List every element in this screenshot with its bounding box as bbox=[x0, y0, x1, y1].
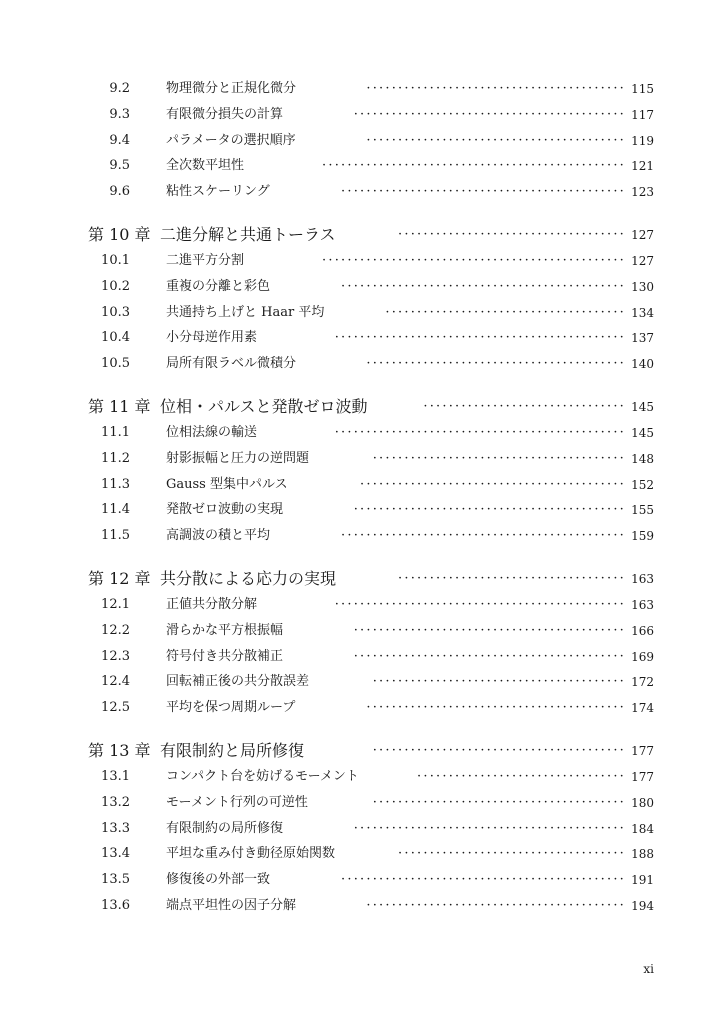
dot-leader: ········································· bbox=[366, 133, 626, 148]
section-number: 13.5 bbox=[101, 872, 130, 887]
dot-leader: ··········································· bbox=[353, 107, 626, 122]
section-title: 小分母逆作用素 bbox=[166, 330, 258, 345]
toc-section-row[interactable] bbox=[88, 130, 654, 152]
toc-section-row[interactable] bbox=[88, 869, 654, 891]
page-ref: 172 bbox=[631, 675, 654, 689]
toc-section-row[interactable] bbox=[88, 843, 654, 865]
section-number: 11.2 bbox=[101, 451, 130, 466]
toc-section-row[interactable] bbox=[88, 697, 654, 719]
toc-chapter-row[interactable] bbox=[88, 224, 654, 246]
section-number: 12.4 bbox=[101, 674, 130, 689]
toc-section-row[interactable] bbox=[88, 250, 654, 272]
section-title: パラメータの選択順序 bbox=[166, 133, 296, 148]
page-ref: 145 bbox=[631, 400, 654, 414]
dot-leader: ········································ bbox=[372, 674, 626, 689]
page-ref: 163 bbox=[631, 598, 654, 612]
section-title: モーメント行列の可逆性 bbox=[166, 795, 308, 810]
section-title: 正値共分散分解 bbox=[166, 597, 258, 612]
section-number: 10.1 bbox=[101, 253, 130, 268]
page-ref: 127 bbox=[631, 254, 654, 268]
section-title: 全次数平坦性 bbox=[166, 158, 245, 173]
toc-section-row[interactable] bbox=[88, 895, 654, 917]
toc-section-row[interactable] bbox=[88, 276, 654, 298]
section-title: コンパクト台を妨げるモーメント bbox=[166, 769, 359, 784]
section-number: 12.5 bbox=[101, 700, 130, 715]
chapter-number: 第 10 章 bbox=[88, 225, 151, 244]
section-title: 発散ゼロ波動の実現 bbox=[166, 502, 284, 517]
toc-section-row[interactable] bbox=[88, 525, 654, 547]
dot-leader: ································ bbox=[423, 399, 626, 414]
chapter-number: 第 11 章 bbox=[88, 397, 151, 416]
dot-leader: ········································ bbox=[372, 743, 626, 758]
dot-leader: ··········································· bbox=[353, 623, 626, 638]
toc-section-row[interactable] bbox=[88, 646, 654, 668]
page-ref: 130 bbox=[631, 280, 654, 294]
page-ref: 134 bbox=[631, 306, 654, 320]
page-ref: 191 bbox=[631, 873, 654, 887]
section-number: 12.1 bbox=[101, 597, 130, 612]
page-ref: 174 bbox=[631, 701, 654, 715]
dot-leader: ·············································· bbox=[334, 597, 626, 612]
page-ref: 115 bbox=[631, 82, 654, 96]
dot-leader: ············································· bbox=[341, 279, 626, 294]
dot-leader: ········································ bbox=[372, 795, 626, 810]
toc-section-row[interactable] bbox=[88, 671, 654, 693]
page-number: xi bbox=[643, 962, 654, 976]
dot-leader: ································· bbox=[417, 769, 626, 784]
dot-leader: ········································· bbox=[366, 898, 626, 913]
section-title: 有限制約の局所修復 bbox=[166, 821, 284, 836]
page-ref: 152 bbox=[631, 478, 654, 492]
toc-section-row[interactable] bbox=[88, 792, 654, 814]
section-number: 10.5 bbox=[101, 356, 130, 371]
section-number: 11.4 bbox=[101, 502, 130, 517]
page-ref: 145 bbox=[631, 426, 654, 440]
section-number: 11.5 bbox=[101, 528, 130, 543]
dot-leader: ···································· bbox=[398, 846, 626, 861]
section-number: 12.2 bbox=[101, 623, 130, 638]
toc-section-row[interactable] bbox=[88, 594, 654, 616]
page-ref: 148 bbox=[631, 452, 654, 466]
page-ref: 188 bbox=[631, 847, 654, 861]
page-ref: 123 bbox=[631, 185, 654, 199]
dot-leader: ·············································· bbox=[334, 425, 626, 440]
toc-section-row[interactable] bbox=[88, 104, 654, 126]
section-title: 位相法線の輸送 bbox=[166, 425, 258, 440]
dot-leader: ·········································· bbox=[360, 477, 626, 492]
section-number: 9.5 bbox=[109, 158, 130, 173]
section-number: 9.3 bbox=[109, 107, 130, 122]
section-number: 12.3 bbox=[101, 649, 130, 664]
toc-chapter-row[interactable] bbox=[88, 740, 654, 762]
dot-leader: ········································· bbox=[366, 81, 626, 96]
page-ref: 121 bbox=[631, 159, 654, 173]
page-ref: 117 bbox=[631, 108, 654, 122]
section-title: 平均を保つ周期ループ bbox=[166, 700, 296, 715]
page-ref: 166 bbox=[631, 624, 654, 638]
dot-leader: ········································· bbox=[366, 700, 626, 715]
section-number: 10.2 bbox=[101, 279, 130, 294]
toc-section-row[interactable] bbox=[88, 422, 654, 444]
section-number: 9.2 bbox=[109, 81, 130, 96]
chapter-title: 二進分解と共通トーラス bbox=[160, 225, 336, 244]
section-number: 11.1 bbox=[101, 425, 130, 440]
chapter-title: 位相・パルスと発散ゼロ波動 bbox=[160, 397, 368, 416]
section-title: 端点平坦性の因子分解 bbox=[166, 898, 297, 913]
toc-section-row[interactable] bbox=[88, 155, 654, 177]
dot-leader: ············································· bbox=[341, 184, 626, 199]
section-title: 符号付き共分散補正 bbox=[166, 649, 284, 664]
section-title: 射影振幅と圧力の逆問題 bbox=[166, 451, 310, 466]
toc-chapter-row[interactable] bbox=[88, 396, 654, 418]
page-ref: 137 bbox=[631, 331, 654, 345]
toc-section-row[interactable] bbox=[88, 327, 654, 349]
section-title: 二進平方分割 bbox=[166, 253, 245, 268]
section-title: 共通持ち上げと Haar 平均 bbox=[166, 305, 325, 320]
toc-section-row[interactable] bbox=[88, 302, 654, 324]
page-ref: 169 bbox=[631, 650, 654, 664]
dot-leader: ··········································· bbox=[353, 649, 626, 664]
page-ref: 177 bbox=[631, 770, 654, 784]
page-ref: 159 bbox=[631, 529, 654, 543]
toc-section-row[interactable] bbox=[88, 181, 654, 203]
section-title: 局所有限ラベル微積分 bbox=[166, 356, 297, 371]
page-ref: 119 bbox=[631, 134, 654, 148]
section-title: 滑らかな平方根振幅 bbox=[166, 623, 284, 638]
dot-leader: ················································ bbox=[322, 158, 626, 173]
section-number: 13.2 bbox=[101, 795, 130, 810]
section-number: 13.1 bbox=[101, 769, 130, 784]
page-ref: 177 bbox=[631, 744, 654, 758]
section-title: 有限微分損失の計算 bbox=[166, 107, 284, 122]
section-number: 9.4 bbox=[109, 133, 130, 148]
page-ref: 184 bbox=[631, 822, 654, 836]
dot-leader: ········································ bbox=[372, 451, 626, 466]
toc-section-row[interactable] bbox=[88, 353, 654, 375]
toc-section-row[interactable] bbox=[88, 474, 654, 496]
section-title: 物理微分と正規化微分 bbox=[166, 81, 297, 96]
chapter-title: 有限制約と局所修復 bbox=[160, 741, 305, 760]
chapter-number: 第 12 章 bbox=[88, 569, 151, 588]
toc-chapter-row[interactable] bbox=[88, 568, 654, 590]
dot-leader: ············································· bbox=[341, 872, 626, 887]
section-title: Gauss 型集中パルス bbox=[166, 477, 288, 492]
dot-leader: ···································· bbox=[398, 571, 626, 586]
section-number: 9.6 bbox=[109, 184, 130, 199]
toc-section-row[interactable] bbox=[88, 499, 654, 521]
dot-leader: ·············································· bbox=[334, 330, 626, 345]
dot-leader: ········································· bbox=[366, 356, 626, 371]
section-title: 平坦な重み付き動径原始関数 bbox=[166, 846, 336, 861]
toc-section-row[interactable] bbox=[88, 448, 654, 470]
section-title: 高調波の積と平均 bbox=[166, 528, 271, 543]
dot-leader: ······································ bbox=[385, 305, 626, 320]
chapter-number: 第 13 章 bbox=[88, 741, 151, 760]
page-ref: 180 bbox=[631, 796, 654, 810]
page-ref: 155 bbox=[631, 503, 654, 517]
toc-section-row[interactable] bbox=[88, 78, 654, 100]
section-number: 11.3 bbox=[101, 477, 130, 492]
toc-section-row[interactable] bbox=[88, 818, 654, 840]
dot-leader: ············································· bbox=[341, 528, 626, 543]
page-ref: 140 bbox=[631, 357, 654, 371]
section-number: 13.4 bbox=[101, 846, 130, 861]
section-number: 10.4 bbox=[101, 330, 130, 345]
section-title: 重複の分離と彩色 bbox=[166, 279, 271, 294]
section-title: 修復後の外部一致 bbox=[166, 872, 271, 887]
dot-leader: ··········································· bbox=[353, 502, 626, 517]
section-number: 13.6 bbox=[101, 898, 130, 913]
page-ref: 194 bbox=[631, 899, 654, 913]
page-ref: 163 bbox=[631, 572, 654, 586]
dot-leader: ···································· bbox=[398, 227, 626, 242]
toc-section-row[interactable] bbox=[88, 620, 654, 642]
section-number: 13.3 bbox=[101, 821, 130, 836]
section-title: 回転補正後の共分散誤差 bbox=[166, 674, 310, 689]
dot-leader: ················································ bbox=[322, 253, 626, 268]
page-ref: 127 bbox=[631, 228, 654, 242]
chapter-title: 共分散による応力の実現 bbox=[160, 569, 337, 588]
dot-leader: ··········································· bbox=[353, 821, 626, 836]
section-number: 10.3 bbox=[101, 305, 130, 320]
section-title: 粘性スケーリング bbox=[166, 184, 270, 199]
toc-section-row[interactable] bbox=[88, 766, 654, 788]
